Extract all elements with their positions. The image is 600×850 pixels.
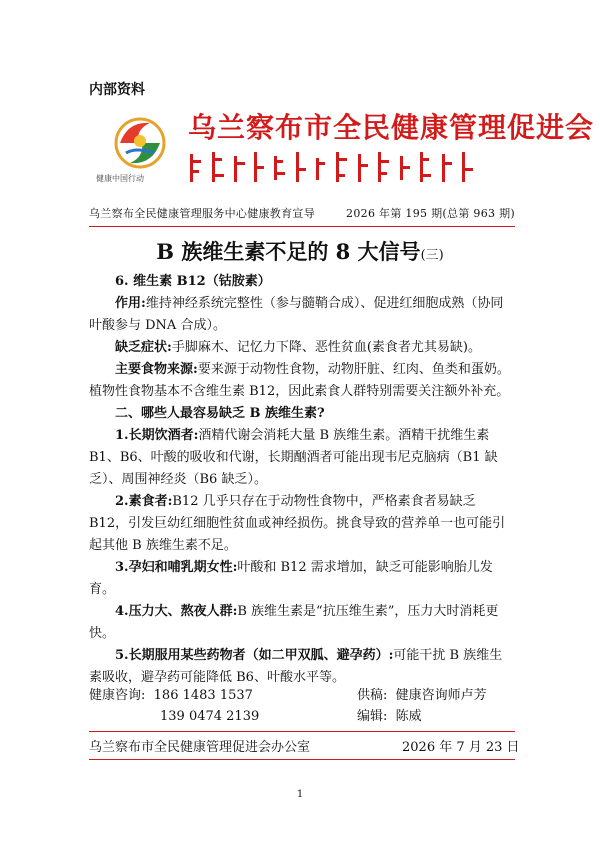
item-text: 酒精代谢会消耗大量 B 族维生素。酒精干扰维生素 B1、B6、叶酸的吸收和代谢，长期酗酒者可能出现韦尼克脑病（B1 缺乏）、周围神经炎（B6 缺乏）。	[89, 428, 498, 487]
title-main: B 族维生素不足的 8 大信号	[156, 239, 421, 264]
item-label: 4.压力大、熬夜人群:	[115, 604, 238, 619]
footer-date: 2026 年 7 月 23 日	[402, 740, 520, 755]
item-text: 叶酸和 B12 需求增加，缺乏可能影响胎儿发育。	[89, 560, 493, 597]
list-item	[89, 557, 515, 601]
editor-name: 陈威	[395, 709, 422, 724]
supplier-name: 健康咨询师卢芳	[395, 688, 487, 703]
page-number: 1	[296, 789, 304, 800]
item-label: 1.长期饮酒者:	[115, 428, 199, 443]
contact-phones	[89, 685, 259, 727]
issue-subheader	[89, 205, 515, 221]
phone-1: 186 1483 1537	[153, 688, 253, 703]
source-paragraph	[89, 359, 515, 403]
section2-heading: 二、哪些人最容易缺乏 B 族维生素?	[115, 406, 325, 421]
title-part: (三)	[420, 248, 444, 263]
list-item	[89, 425, 515, 491]
function-text: 维持神经系统完整性（参与髓鞘合成）、促进红细胞成熟（协同叶酸参与 DNA 合成）。	[89, 296, 504, 333]
source-text: 要来源于动物性食物，动物肝脏、红肉、鱼类和蛋奶。植物性食物基本不含维生素 B12，因此素食人群特别需要关注额外补充。	[89, 362, 510, 399]
supplier-label: 供稿:	[357, 688, 388, 703]
item-text: 可能干扰 B 族维生素吸收，避孕药可能降低 B6、叶酸水平等。	[89, 648, 503, 685]
mongolian-script-title	[188, 148, 488, 188]
item-label: 3.孕妇和哺乳期女性:	[115, 560, 238, 575]
section6-heading: 6. 维生素 B12（钴胺素）	[115, 274, 271, 289]
list-item	[89, 601, 515, 645]
phone-2: 139 0474 2139	[160, 709, 260, 724]
logo-caption: 健康中国行动	[96, 174, 144, 183]
item-text: B 族维生素是“抗压维生素”，压力大时消耗更快。	[89, 604, 499, 641]
deficiency-paragraph	[89, 337, 515, 359]
phone-label: 健康咨询:	[89, 688, 146, 703]
function-label: 作用:	[115, 296, 146, 311]
item-label: 5.长期服用某些药物者（如二甲双胍、避孕药）:	[115, 648, 394, 663]
issue-number: 2026 年第 195 期(总第 963 期)	[346, 207, 515, 220]
deficiency-label: 缺乏症状:	[115, 340, 172, 355]
source-label: 主要食物来源:	[115, 362, 198, 377]
contact-credits	[357, 685, 487, 727]
footer-divider-bottom	[89, 759, 515, 760]
internal-material-label: 内部资料	[89, 82, 145, 98]
document-title	[0, 236, 600, 266]
editor-label: 编辑:	[357, 709, 388, 724]
list-item	[89, 491, 515, 557]
item-label: 2.素食者:	[115, 494, 173, 509]
deficiency-text: 手脚麻木、记忆力下降、恶性贫血(素食者尤其易缺)。	[171, 340, 481, 355]
item-text: B12 几乎只存在于动物性食物中，严格素食者易缺乏 B12，引发巨幼红细胞性贫血或神经损伤。挑食导致的营养单一也可能引起其他 B 族维生素不足。	[89, 494, 506, 553]
organization-title: 乌兰察布市全民健康管理促进会	[188, 111, 595, 144]
header-divider	[89, 226, 515, 227]
list-item	[89, 645, 515, 689]
footer-divider-top	[89, 731, 515, 732]
article-body	[89, 271, 515, 689]
health-china-logo	[108, 113, 172, 177]
footer-organization: 乌兰察布市全民健康管理促进会办公室	[89, 740, 311, 755]
function-paragraph	[89, 293, 515, 337]
subheader-department: 乌兰察布全民健康管理服务中心健康教育宣导	[89, 207, 315, 220]
